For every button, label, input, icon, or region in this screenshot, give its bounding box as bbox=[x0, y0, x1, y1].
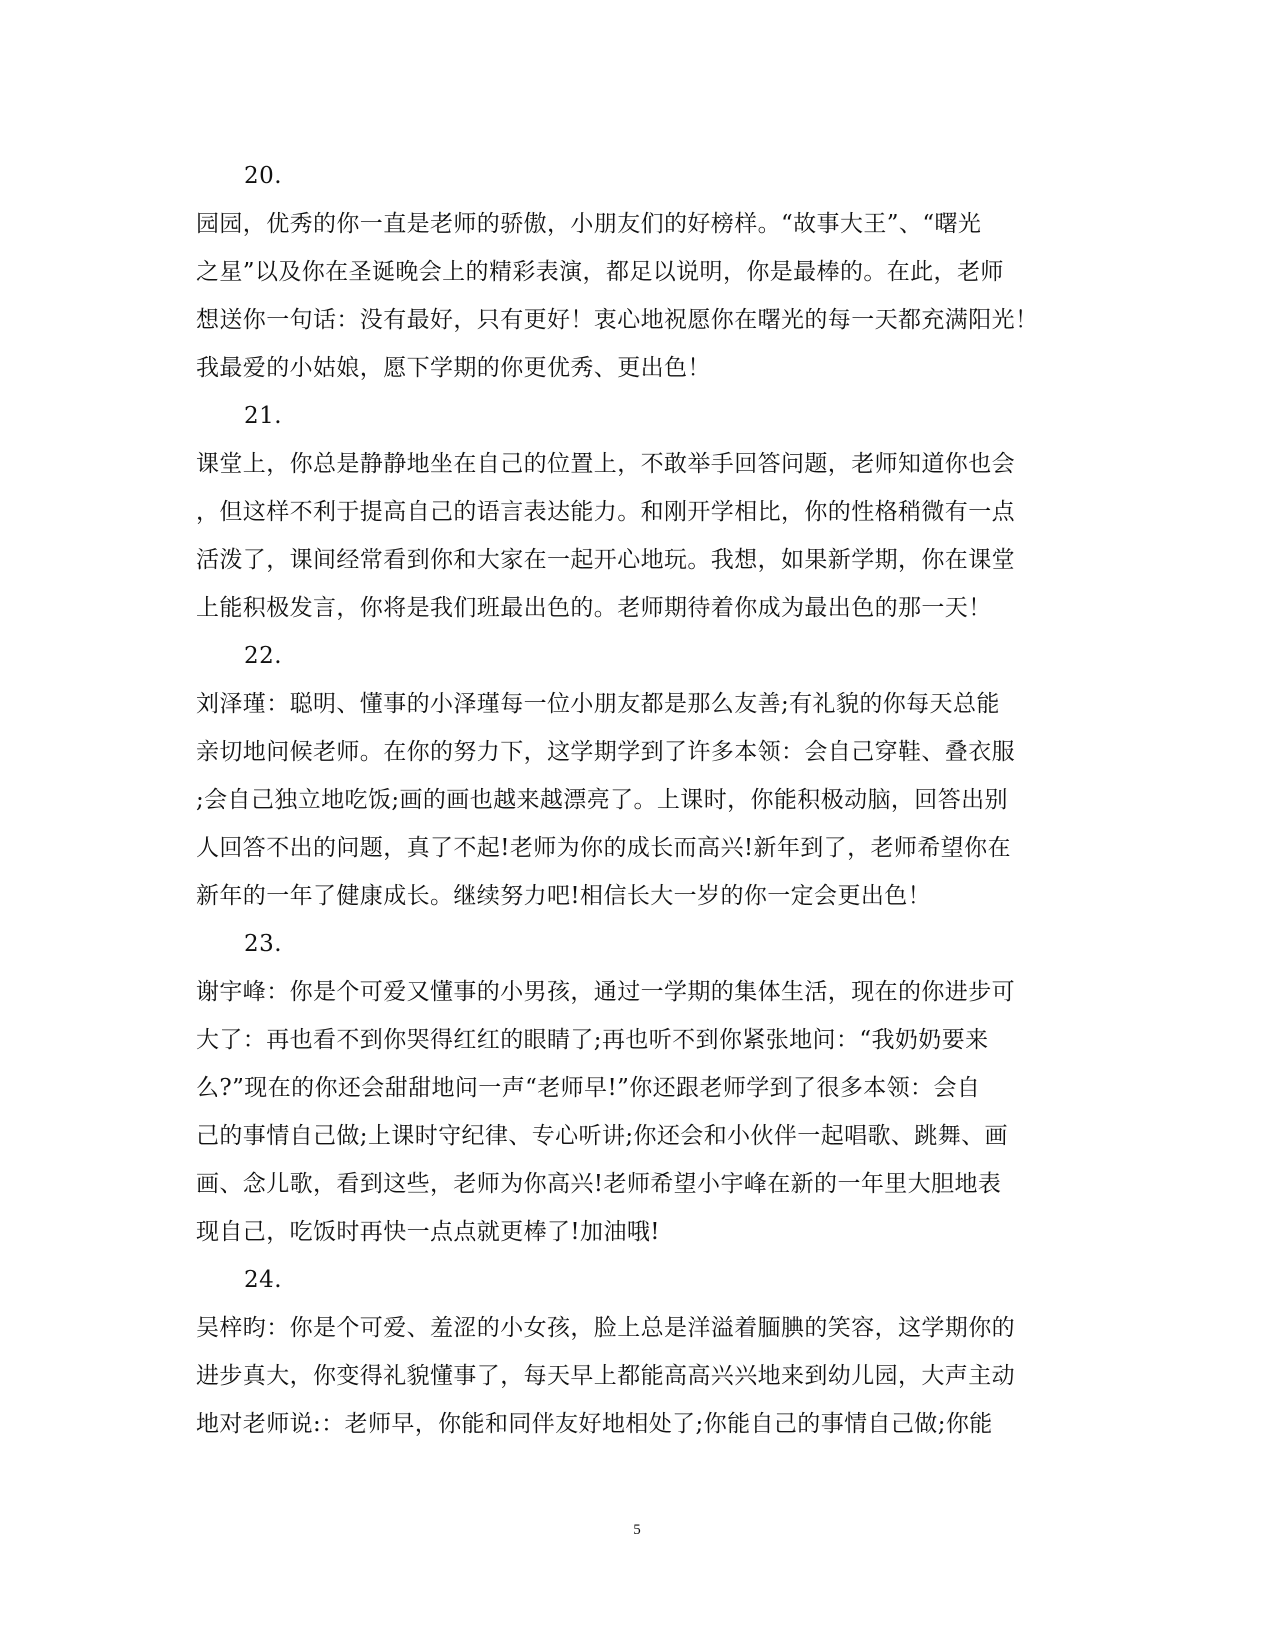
section-number: 21. bbox=[244, 403, 283, 429]
section-number: 24. bbox=[244, 1267, 283, 1293]
paragraph-line: 大了：再也看不到你哭得红红的眼睛了;再也听不到你紧张地问：“我奶奶要来 bbox=[196, 1027, 989, 1053]
paragraph-line: 上能积极发言，你将是我们班最出色的。老师期待着你成为最出色的那一天！ bbox=[196, 595, 992, 621]
paragraph-line: 园园，优秀的你一直是老师的骄傲，小朋友们的好榜样。“故事大王”、“曙光 bbox=[196, 211, 982, 237]
paragraph-line: 课堂上，你总是静静地坐在自己的位置上，不敢举手回答问题，老师知道你也会 bbox=[196, 451, 1015, 477]
paragraph-line: 么?”现在的你还会甜甜地问一声“老师早!”你还跟老师学到了很多本领：会自 bbox=[196, 1075, 981, 1101]
paragraph-line: 想送你一句话：没有最好，只有更好！衷心地祝愿你在曙光的每一天都充满阳光！ bbox=[196, 307, 1039, 333]
page-body bbox=[196, 152, 1076, 1448]
paragraph-line: ，但这样不利于提高自己的语言表达能力。和刚开学相比，你的性格稍微有一点 bbox=[196, 499, 1015, 525]
paragraph-line: 人回答不出的问题，真了不起!老师为你的成长而高兴!新年到了，老师希望你在 bbox=[196, 835, 1011, 861]
paragraph-line: 刘泽瑾：聪明、懂事的小泽瑾每一位小朋友都是那么友善;有礼貌的你每天总能 bbox=[196, 691, 1000, 717]
section-22 bbox=[196, 632, 1076, 920]
section-20 bbox=[196, 152, 1076, 392]
paragraph-line: 活泼了，课间经常看到你和大家在一起开心地玩。我想，如果新学期，你在课堂 bbox=[196, 547, 1015, 573]
section-number: 22. bbox=[244, 643, 283, 669]
page-number: 5 bbox=[633, 1522, 641, 1538]
paragraph-line: 吴梓昀：你是个可爱、羞涩的小女孩，脸上总是洋溢着腼腆的笑容，这学期你的 bbox=[196, 1315, 1015, 1341]
paragraph-line: 画、念儿歌，看到这些，老师为你高兴!老师希望小宇峰在新的一年里大胆地表 bbox=[196, 1171, 1002, 1197]
section-number: 23. bbox=[244, 931, 283, 957]
section-24 bbox=[196, 1256, 1076, 1448]
section-21 bbox=[196, 392, 1076, 632]
paragraph-line: 进步真大，你变得礼貌懂事了，每天早上都能高高兴兴地来到幼儿园，大声主动 bbox=[196, 1363, 1015, 1389]
paragraph-line: 新年的一年了健康成长。继续努力吧!相信长大一岁的你一定会更出色！ bbox=[196, 883, 932, 909]
paragraph-line: ;会自己独立地吃饭;画的画也越来越漂亮了。上课时，你能积极动脑，回答出别 bbox=[196, 787, 1008, 813]
paragraph-line: 地对老师说:：老师早，你能和同伴友好地相处了;你能自己的事情自己做;你能 bbox=[196, 1411, 993, 1437]
paragraph-line: 之星”以及你在圣诞晚会上的精彩表演，都足以说明，你是最棒的。在此，老师 bbox=[196, 259, 1004, 285]
paragraph-line: 现自己，吃饭时再快一点点就更棒了!加油哦! bbox=[196, 1219, 660, 1245]
paragraph-line: 我最爱的小姑娘，愿下学期的你更优秀、更出色！ bbox=[196, 355, 711, 381]
paragraph-line: 亲切地问候老师。在你的努力下，这学期学到了许多本领：会自己穿鞋、叠衣服 bbox=[196, 739, 1015, 765]
section-23 bbox=[196, 920, 1076, 1256]
paragraph-line: 谢宇峰：你是个可爱又懂事的小男孩，通过一学期的集体生活，现在的你进步可 bbox=[196, 979, 1015, 1005]
section-number: 20. bbox=[244, 163, 283, 189]
paragraph-line: 己的事情自己做;上课时守纪律、专心听讲;你还会和小伙伴一起唱歌、跳舞、画 bbox=[196, 1123, 1008, 1149]
